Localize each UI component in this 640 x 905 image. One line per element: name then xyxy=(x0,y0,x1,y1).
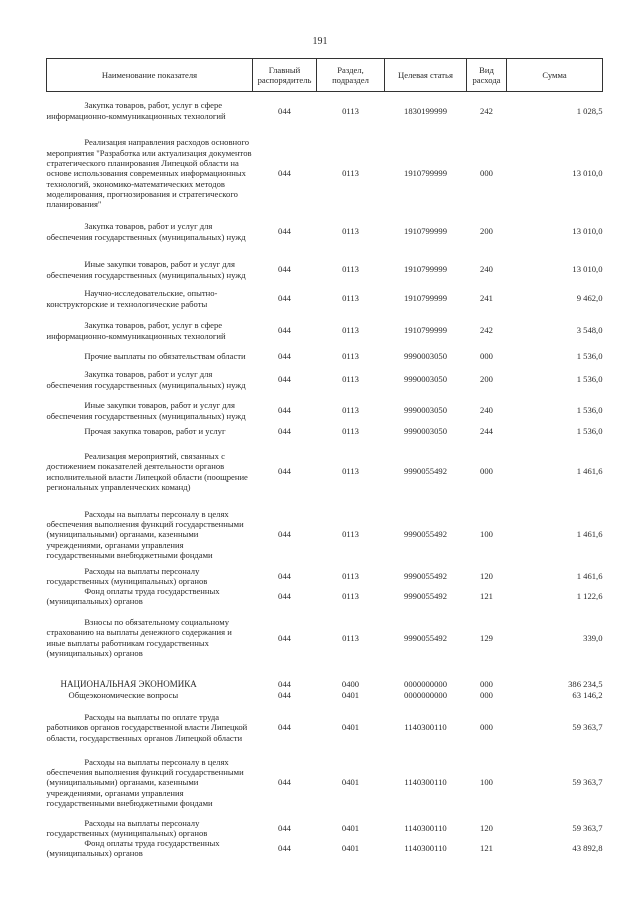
row-article-code: 1910799999 xyxy=(404,168,447,179)
table-row xyxy=(47,586,603,607)
row-section-code: 0113 xyxy=(342,325,359,336)
row-name: Фонд оплаты труда государственных (муниципальных) органов xyxy=(46,838,220,859)
row-admin-code: 044 xyxy=(278,105,291,116)
row-article-code: 1140300110 xyxy=(404,822,447,833)
column-header-admin: Главный распорядитель xyxy=(253,59,317,92)
row-name: Расходы на выплаты персоналу государственных (муниципальных) органов xyxy=(46,817,208,838)
row-expense-type: 120 xyxy=(480,570,493,581)
row-admin-code: 044 xyxy=(278,374,291,385)
row-article-code: 9990003050 xyxy=(404,351,447,362)
row-sum: 59 363,7 xyxy=(572,777,603,788)
row-admin-code: 044 xyxy=(278,426,291,437)
row-sum: 1 461,6 xyxy=(576,529,603,540)
table-row xyxy=(47,286,603,312)
table-row xyxy=(47,838,603,859)
table-row xyxy=(47,312,603,342)
row-name: Расходы на выплаты персоналу государственных (муниципальных) органов xyxy=(46,565,208,586)
table-row xyxy=(47,426,603,438)
row-article-code: 9990055492 xyxy=(404,529,447,540)
row-sum: 13 010,0 xyxy=(572,264,603,275)
row-sum: 1 536,0 xyxy=(576,426,603,437)
row-section-code: 0113 xyxy=(342,426,359,437)
row-admin-code: 044 xyxy=(278,293,291,304)
row-section-code: 0401 xyxy=(341,690,360,701)
row-name: Прочие выплаты по обязательствам области xyxy=(84,351,246,362)
row-article-code: 9990003050 xyxy=(404,374,447,385)
page-number: 191 xyxy=(312,36,328,47)
table-row xyxy=(47,744,603,812)
row-sum: 1 122,6 xyxy=(576,591,603,602)
row-section-code: 0113 xyxy=(342,632,359,643)
row-section-code: 0113 xyxy=(342,226,359,237)
row-article-code: 1910799999 xyxy=(404,264,447,275)
row-admin-code: 044 xyxy=(278,690,291,701)
row-name: Расходы на выплаты по оплате труда работников органов государственной власти Липецкой области, государственных органов Липецкой области xyxy=(46,712,248,743)
row-name: Прочая закупка товаров, работ и услуг xyxy=(84,426,226,437)
row-expense-type: 000 xyxy=(480,466,493,477)
table-row xyxy=(47,214,603,250)
row-name: Расходы на выплаты персоналу в целях обеспечения выполнения функций государственными (муниципальными) органами, казенными учреждениями, органами управления государственными внебюджетными фондами xyxy=(46,508,244,560)
row-name: НАЦИОНАЛЬНАЯ ЭКОНОМИКА xyxy=(60,678,197,689)
row-section-code: 0113 xyxy=(342,264,359,275)
row-name: Расходы на выплаты персоналу в целях обеспечения выполнения функций государственными (муниципальными) органами, казенными учреждениями, органами управления государственными внебюджетными фондами xyxy=(46,756,244,809)
row-expense-type: 000 xyxy=(480,690,493,701)
row-article-code: 1140300110 xyxy=(404,722,447,733)
row-section-code: 0113 xyxy=(342,168,359,179)
row-expense-type: 100 xyxy=(480,529,493,540)
row-expense-type: 242 xyxy=(480,105,493,116)
row-sum: 3 548,0 xyxy=(576,325,603,336)
table-header-row xyxy=(47,59,603,92)
row-expense-type: 241 xyxy=(480,293,493,304)
row-name: Закупка товаров, работ и услуг для обеспечения государственных (муниципальных) нужд xyxy=(46,221,246,242)
row-article-code: 1140300110 xyxy=(404,777,447,788)
table-body xyxy=(47,92,603,859)
row-expense-type: 121 xyxy=(480,591,493,602)
row-section-code: 0113 xyxy=(342,105,359,116)
row-name: Закупка товаров, работ и услуг для обеспечения государственных (муниципальных) нужд xyxy=(46,369,246,390)
table-row xyxy=(47,392,603,426)
row-admin-code: 044 xyxy=(278,351,291,362)
column-header-section: Раздел, подраздел xyxy=(317,59,385,92)
row-name: Закупка товаров, работ, услуг в сфере информационно-коммуникационных технологий xyxy=(46,100,226,121)
row-admin-code: 044 xyxy=(278,822,291,833)
table-row xyxy=(47,812,603,839)
row-expense-type: 000 xyxy=(480,678,493,689)
table-row xyxy=(47,126,603,214)
table-row xyxy=(47,92,603,126)
row-name: Закупка товаров, работ, услуг в сфере информационно-коммуникационных технологий xyxy=(46,320,226,341)
row-article-code: 9990055492 xyxy=(404,570,447,581)
column-header-article: Целевая статья xyxy=(385,59,467,92)
row-sum: 1 536,0 xyxy=(576,351,603,362)
row-admin-code: 044 xyxy=(278,226,291,237)
row-article-code: 1830199999 xyxy=(404,105,447,116)
table-row xyxy=(47,665,603,690)
row-expense-type: 000 xyxy=(480,168,493,179)
row-expense-type: 200 xyxy=(480,374,493,385)
row-admin-code: 044 xyxy=(278,591,291,602)
row-sum: 1 461,6 xyxy=(576,466,603,477)
row-expense-type: 242 xyxy=(480,325,493,336)
row-section-code: 0113 xyxy=(342,374,359,385)
row-expense-type: 120 xyxy=(480,822,493,833)
row-name: Реализация направления расходов основного мероприятия "Разработка или актуализация документов стратегического планирования Липецкой области на основе использования современных информационных технологий, экономико-математических методов моделирования, прогнозирования и стратегического планирования" xyxy=(46,137,252,210)
row-article-code: 1910799999 xyxy=(404,226,447,237)
row-admin-code: 044 xyxy=(278,722,291,733)
row-sum: 63 146,2 xyxy=(572,690,603,701)
table-row xyxy=(47,438,603,500)
row-section-code: 0113 xyxy=(342,591,359,602)
row-article-code: 1910799999 xyxy=(404,325,447,336)
row-name: Общеэкономические вопросы xyxy=(68,690,179,701)
row-sum: 339,0 xyxy=(583,632,603,643)
row-expense-type: 000 xyxy=(480,722,493,733)
row-name: Реализация мероприятий, связанных с достижением показателей деятельности органов исполнительной власти Липецкой области (поощрение региональных управленческих команд) xyxy=(46,450,248,492)
table-row xyxy=(47,607,603,665)
row-name: Иные закупки товаров, работ и услуг для обеспечения государственных (муниципальных) нужд xyxy=(46,400,246,421)
row-section-code: 0113 xyxy=(342,466,359,477)
row-expense-type: 000 xyxy=(480,351,493,362)
column-header-expense-type: Вид расхода xyxy=(467,59,507,92)
row-admin-code: 044 xyxy=(278,168,291,179)
row-section-code: 0400 xyxy=(341,678,360,689)
row-sum: 59 363,7 xyxy=(572,722,603,733)
row-sum: 13 010,0 xyxy=(572,226,603,237)
column-header-name: Наименование показателя xyxy=(47,59,253,92)
row-sum: 1 536,0 xyxy=(576,374,603,385)
row-sum: 13 010,0 xyxy=(572,168,603,179)
row-article-code: 9990003050 xyxy=(404,426,447,437)
row-admin-code: 044 xyxy=(278,678,291,689)
row-article-code: 9990055492 xyxy=(404,591,447,602)
row-name: Взносы по обязательному социальному страхованию на выплаты денежного содержания и иные выплаты работникам государственных (муниципальных) органов xyxy=(46,617,232,659)
row-admin-code: 044 xyxy=(278,777,291,788)
table-row xyxy=(47,364,603,392)
row-article-code: 9990055492 xyxy=(404,466,447,477)
column-header-sum: Сумма xyxy=(507,59,603,92)
row-admin-code: 044 xyxy=(278,264,291,275)
row-admin-code: 044 xyxy=(278,325,291,336)
table-row xyxy=(47,690,603,702)
row-name: Научно-исследовательские, опытно-конструкторские и технологические работы xyxy=(46,288,218,309)
row-section-code: 0401 xyxy=(341,777,360,788)
row-section-code: 0113 xyxy=(342,293,359,304)
row-name: Иные закупки товаров, работ и услуг для обеспечения государственных (муниципальных) нужд xyxy=(46,259,246,280)
row-admin-code: 044 xyxy=(278,405,291,416)
row-expense-type: 240 xyxy=(480,264,493,275)
table-row xyxy=(47,566,603,587)
row-article-code: 9990003050 xyxy=(404,405,447,416)
row-article-code: 1910799999 xyxy=(404,293,447,304)
row-article-code: 0000000000 xyxy=(404,690,447,701)
budget-table xyxy=(46,58,603,859)
row-article-code: 0000000000 xyxy=(404,678,447,689)
row-section-code: 0401 xyxy=(341,722,360,733)
row-expense-type: 121 xyxy=(480,843,493,854)
row-article-code: 1140300110 xyxy=(404,843,447,854)
row-expense-type: 100 xyxy=(480,777,493,788)
row-sum: 43 892,8 xyxy=(572,843,603,854)
row-section-code: 0113 xyxy=(342,529,359,540)
row-section-code: 0113 xyxy=(342,570,359,581)
row-admin-code: 044 xyxy=(278,529,291,540)
row-expense-type: 200 xyxy=(480,226,493,237)
table-row xyxy=(47,342,603,364)
row-sum: 386 234,5 xyxy=(568,678,603,689)
row-admin-code: 044 xyxy=(278,466,291,477)
table-row xyxy=(47,250,603,286)
row-sum: 1 461,6 xyxy=(576,570,603,581)
table-row xyxy=(47,500,603,566)
row-expense-type: 244 xyxy=(480,426,493,437)
row-expense-type: 129 xyxy=(480,632,493,643)
row-name: Фонд оплаты труда государственных (муниципальных) органов xyxy=(46,586,220,607)
row-admin-code: 044 xyxy=(278,570,291,581)
row-section-code: 0113 xyxy=(342,405,359,416)
row-sum: 1 536,0 xyxy=(576,405,603,416)
row-section-code: 0401 xyxy=(341,822,360,833)
row-sum: 9 462,0 xyxy=(576,293,603,304)
row-expense-type: 240 xyxy=(480,405,493,416)
row-section-code: 0401 xyxy=(341,843,360,854)
table-row xyxy=(47,702,603,744)
row-sum: 59 363,7 xyxy=(572,822,603,833)
row-sum: 1 028,5 xyxy=(576,105,603,116)
row-admin-code: 044 xyxy=(278,843,291,854)
row-article-code: 9990055492 xyxy=(404,632,447,643)
row-admin-code: 044 xyxy=(278,632,291,643)
row-section-code: 0113 xyxy=(342,351,359,362)
